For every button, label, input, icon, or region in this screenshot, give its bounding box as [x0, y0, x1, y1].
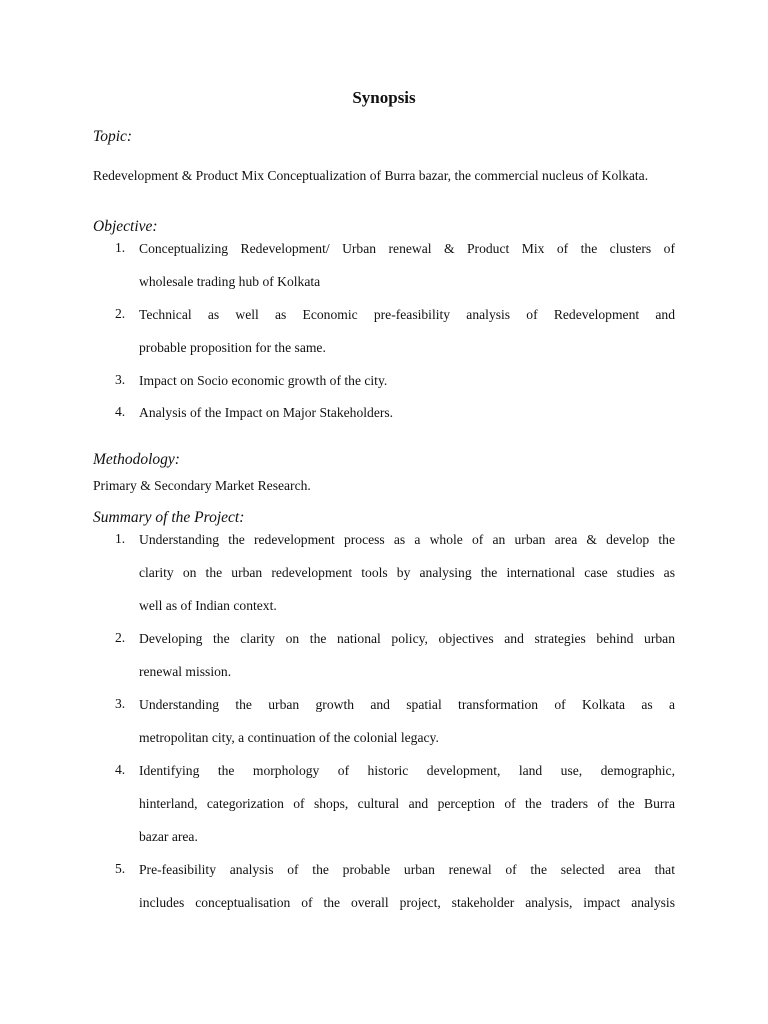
list-number: 3. [115, 696, 126, 711]
list-line: Identifying the morphology of historic development, land use, demographic, [139, 763, 675, 778]
list-line: Understanding the redevelopment process as a whole of an urban area & develop the [139, 532, 675, 547]
list-line: metropolitan city, a continuation of the colonial legacy. [139, 730, 439, 745]
list-line: renewal mission. [139, 664, 232, 679]
list-line: Conceptualizing Redevelopment/ Urban renewal & Product Mix of the clusters of [139, 241, 675, 256]
topic-text: Redevelopment & Product Mix Conceptualization of Burra bazar, the commercial nucleus of Kolkata. [93, 168, 649, 183]
list-line: Understanding the urban growth and spatial transformation of Kolkata as a [139, 697, 675, 712]
list-number: 5. [115, 861, 126, 876]
list-line: includes conceptualisation of the overall project, stakeholder analysis, impact analysis [139, 895, 675, 910]
summary-heading: Summary of the Project: [93, 509, 245, 526]
list-number: 2. [115, 306, 126, 321]
list-number: 3. [115, 372, 126, 387]
list-line: well as of Indian context. [139, 598, 277, 613]
list-number: 1. [115, 240, 126, 255]
list-line: probable proposition for the same. [139, 340, 326, 355]
methodology-heading: Methodology: [93, 451, 180, 468]
page-title: Synopsis [352, 88, 416, 107]
list-line: clarity on the urban redevelopment tools by analysing the international case studies as [139, 565, 675, 580]
list-number: 2. [115, 630, 126, 645]
list-line: hinterland, categorization of shops, cultural and perception of the traders of the Burra [139, 796, 675, 811]
list-line: Analysis of the Impact on Major Stakeholders. [139, 405, 394, 420]
objective-heading: Objective: [93, 218, 158, 235]
list-line: Developing the clarity on the national policy, objectives and strategies behind urban [139, 631, 675, 646]
list-line: Impact on Socio economic growth of the city. [139, 373, 388, 388]
list-line: bazar area. [139, 829, 198, 844]
list-line: Technical as well as Economic pre-feasibility analysis of Redevelopment and [139, 307, 675, 322]
list-number: 4. [115, 762, 126, 777]
list-line: wholesale trading hub of Kolkata [139, 274, 321, 289]
list-line: Pre-feasibility analysis of the probable urban renewal of the selected area that [139, 862, 675, 877]
list-number: 4. [115, 404, 126, 419]
list-number: 1. [115, 531, 126, 546]
methodology-text: Primary & Secondary Market Research. [93, 478, 311, 493]
topic-heading: Topic: [93, 128, 133, 145]
